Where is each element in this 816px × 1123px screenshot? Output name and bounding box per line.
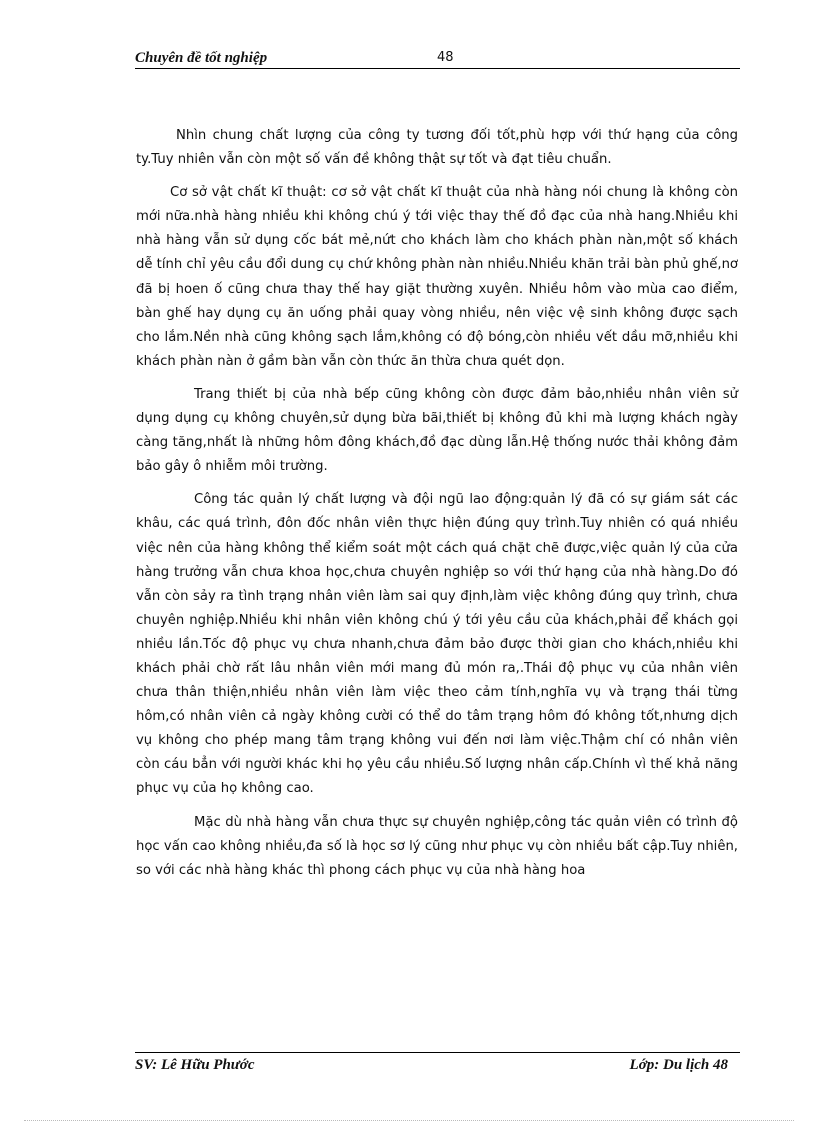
paragraph-4: Công tác quản lý chất lượng và đội ngũ lao động:quản lý đã có sự giám sát các khâu, các quá trình, đôn đốc nhân viên thực hiện đúng quy trình.Tuy nhiên có quá nhiều việc nên của hàng không thể kiểm soát một cách quá chặt chẽ được,việc quản lý của cửa hàng trưởng vẫn chưa khoa học,chưa chuyên nghiệp so với thứ hạng của nhà hàng.Do đó vẫn còn sảy ra tình trạng nhân viên làm sai quy định,làm việc không đúng quy trình, chưa chuyên nghiệp.Nhiều khi nhân viên không chú ý tới yêu cầu của khách,phải để khách gọi nhiều lần.Tốc độ phục vụ chưa nhanh,chưa đảm bảo được thời gian cho khách,nhiều khi khách phải chờ rất lâu nhân viên mới mang đủ món ra,.Thái độ phục vụ của nhân viên chưa thân thiện,nhiều nhân viên làm việc theo cảm tính,nghĩa vụ và trạng thái từng hôm,có nhân viên cả ngày không cười có thể do tâm trạng hôm đó không tốt,nhưng dịch vụ không cho phép mang tâm trạng không vui đến nơi làm việc.Thậm chí có nhân viên còn cáu bẳn với người khác khi họ yêu cầu nhiều.Số lượng nhân cấp.Chính vì thế khả năng phục vụ của họ không cao.	[136, 492, 738, 797]
paragraph-3: Trang thiết bị của nhà bếp cũng không còn được đảm bảo,nhiều nhân viên sử dụng dụng cụ không chuyên,sử dụng bừa bãi,thiết bị không đủ khi mà lượng khách ngày càng tăng,nhất là những hôm đông khách,đồ đạc dùng lẫn.Hệ thống nước thải không đảm bảo gây ô nhiễm môi trường.	[136, 386, 738, 475]
body-text	[136, 124, 738, 892]
document-title: Chuyên đề tốt nghiệp	[135, 50, 268, 66]
paragraph-2: Cơ sở vật chất kĩ thuật: cơ sở vật chất kĩ thuật của nhà hàng nói chung là không còn mới nữa.nhà hàng nhiều khi không chú ý tới việc thay thế đồ đạc của nhà hang.Nhiều khi nhà hàng vẫn sử dụng cốc bát mẻ,nứt cho khách làm cho khách phàn nàn,một số khách dễ tính chỉ yêu cầu đổi dung cụ chứ không phàn nàn nhiều.Nhiều khăn trải bàn phủ ghế,nơ đã bị hoen ố cũng chưa thay thế hay giặt thường xuyên. Nhiều hôm vào mùa cao điểm, bàn ghế hay dụng cụ ăn uống phải quay vòng nhiều, nên việc vệ sinh không được sạch cho lắm.Nền nhà cũng không sạch lắm,không có độ bóng,còn nhiều vết dầu mỡ,nhiều khi khách phàn nàn ở gầm bàn vẫn còn thức ăn thừa chưa quét dọn.	[136, 185, 738, 369]
page-footer	[135, 1052, 740, 1077]
paragraph-5: Mặc dù nhà hàng vẫn chưa thực sự chuyên nghiệp,công tác quản viên có trình độ học vấn cao không nhiều,đa số là học sơ lý cũng như phục vụ còn nhiều bất cập.Tuy nhiên, so với các nhà hàng khác thì phong cách phục vụ của nhà hàng hoa	[136, 814, 738, 878]
page-number: 48	[437, 50, 454, 65]
class-name: Lớp: Du lịch 48	[629, 1057, 728, 1073]
page-edge-divider	[24, 1120, 794, 1121]
page-header	[135, 50, 740, 69]
paragraph-1: Nhìn chung chất lượng của công ty tương đối tốt,phù hợp với thứ hạng của công ty.Tuy nhiên vẫn còn một số vấn đề không thật sự tốt và đạt tiêu chuẩn.	[136, 128, 738, 168]
student-name: SV: Lê Hữu Phước	[135, 1057, 255, 1073]
